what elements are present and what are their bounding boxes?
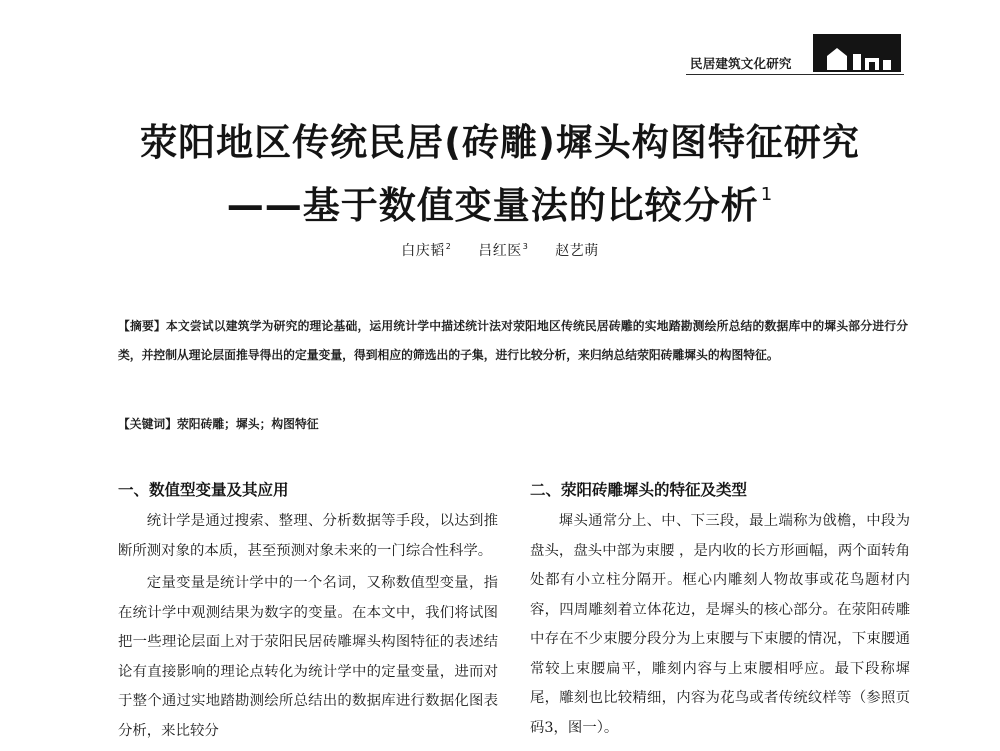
author-footnote-mark: 2 <box>445 242 452 251</box>
author-name: 白庆韬 <box>401 243 445 259</box>
keywords: 【关键词】荥阳砖雕；墀头；构图特征 <box>118 417 319 431</box>
right-column <box>530 478 910 743</box>
author-list <box>0 240 1000 260</box>
paper-subtitle: ——基于数值变量法的比较分析 <box>226 184 759 227</box>
section-heading: 一、数值型变量及其应用 <box>118 481 289 499</box>
running-header-label: 民居建筑文化研究 <box>690 56 792 71</box>
body-paragraph: 定量变量是统计学中的一个名词，又称数值型变量，指在统计学中观测结果为数字的变量。在本文中，我们将试图把一些理论层面上对于荥阳民居砖雕墀头构图特征的表述结论有直接影响的理论点转化为统计学中的定量变量，进而对于整个通过实地踏勘测绘所总结出的数据库进行数据化图表分析，来比较分 <box>118 575 498 739</box>
author-footnote-mark: 3 <box>522 242 529 251</box>
body-paragraph: 墀头通常分上、中、下三段，最上端称为戗檐，中段为盘头，盘头中部为束腰 ，是内收的长方形画幅，两个面转角处都有小立柱分隔开。框心内雕刻人物故事或花鸟题材内容，四周雕刻着立体花边，是墀头的核心部分。在荥阳砖雕中存在不少束腰分段分为上束腰与下束腰的情况，下束腰通常较上束腰扁平，雕刻内容与上束腰相呼应。最下段称墀尾，雕刻也比较精细，内容为花鸟或者传统纹样等（参照页码3，图一）。 <box>530 513 910 736</box>
body-paragraph: 统计学是通过搜索、整理、分析数据等手段，以达到推断所测对象的本质，甚至预测对象未来的一门综合性科学。 <box>118 513 498 559</box>
section-heading: 二、荥阳砖雕墀头的特征及类型 <box>530 481 748 499</box>
title-footnote-mark: 1 <box>760 184 774 205</box>
paper-title-line-2 <box>0 175 1000 229</box>
paper-title-line-1: 荥阳地区传统民居(砖雕)墀头构图特征研究 <box>140 121 860 164</box>
author-name: 赵艺萌 <box>555 243 599 259</box>
running-header <box>686 48 904 75</box>
author-name: 吕红医 <box>478 243 522 259</box>
abstract: 【摘要】本文尝试以建筑学为研究的理论基础，运用统计学中描述统计法对荥阳地区传统民居砖雕的实地踏勘测绘所总结的数据库中的墀头部分进行分类，并控制从理论层面推导得出的定量变量，得到相应的筛选出的子集，进行比较分析，来归纳总结荥阳砖雕墀头的构图特征。 <box>118 319 908 362</box>
author <box>401 243 451 259</box>
left-column <box>118 478 498 746</box>
author <box>478 243 528 259</box>
journal-logo-icon <box>813 34 901 72</box>
author <box>555 243 599 259</box>
